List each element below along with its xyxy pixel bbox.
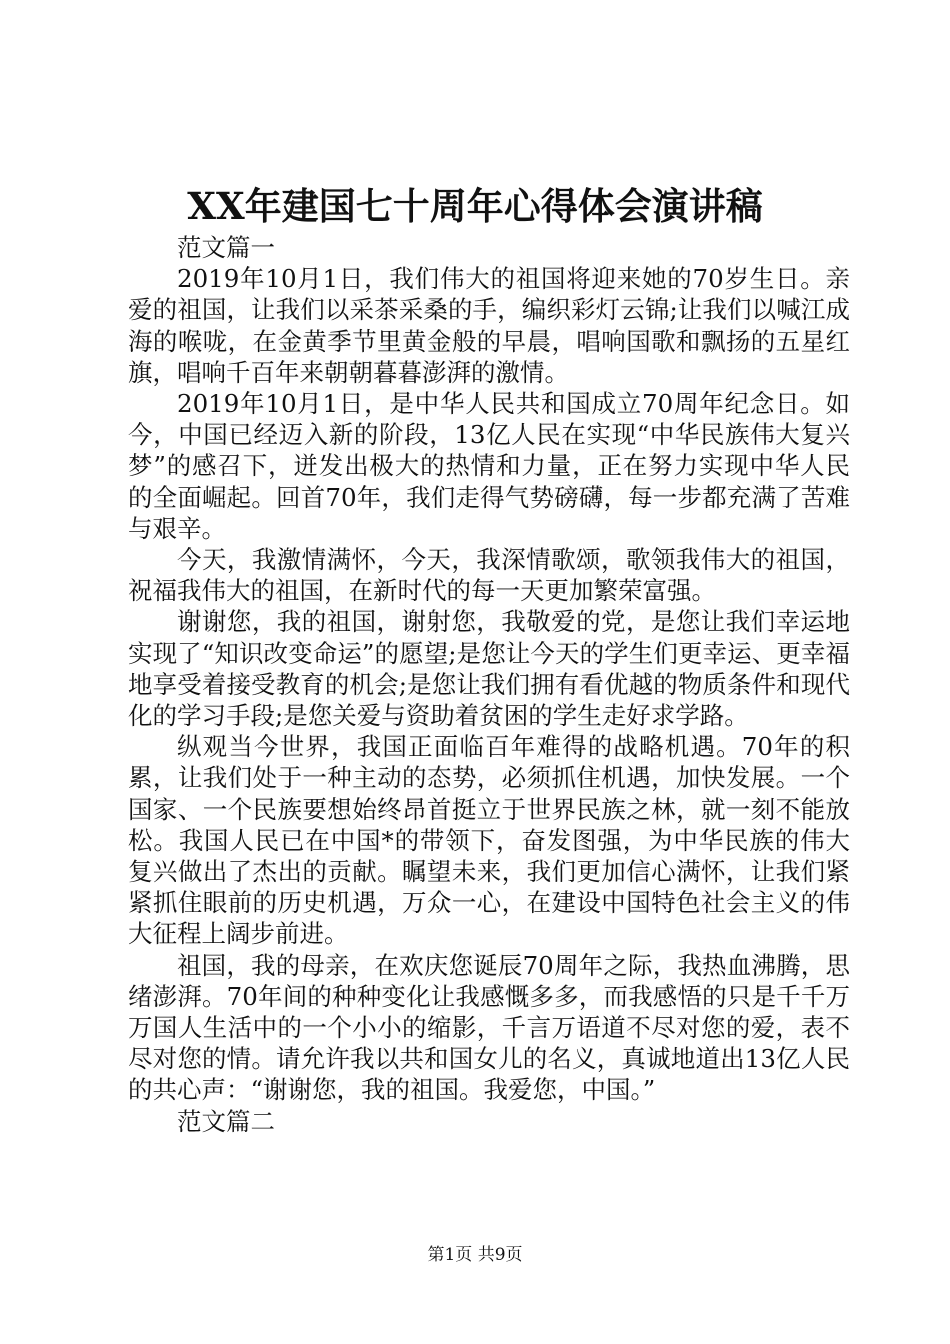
section-heading-2: 范文篇二: [177, 1106, 275, 1136]
section-heading-1: 范文篇一: [177, 233, 275, 262]
document-title: XX年建国七十周年心得体会演讲稿: [187, 184, 763, 228]
paragraph-3: 今天，我激情满怀，今天，我深情歌颂，歌领我伟大的祖国，祝福我伟大的祖国，在新时代的每一天更加繁荣富强。: [128, 545, 850, 606]
paragraph-6: 祖国，我的母亲，在欢庆您诞辰70周年之际，我热血沸腾，思绪澎湃。70年间的种种变化让我感慨多多，而我感悟的只是千千万万国人生活中的一个小小的缩影，千言万语道不尽对您的爱，表不尽对您的情。请允许我以共和国女儿的名义，真诚地道出13亿人民的共心声：“谢谢您，我的祖国。我爱您，中国。”: [128, 950, 850, 1105]
paragraph-1: 2019年10月1日，我们伟大的祖国将迎来她的70岁生日。亲爱的祖国，让我们以采茶采桑的手，编织彩灯云锦;让我们以喊江成海的喉咙，在金黄季节里黄金般的早晨，唱响国歌和飘扬的五星红旗，唱响千百年来朝朝暮暮澎湃的激情。: [128, 264, 850, 387]
paragraph-4: 谢谢您，我的祖国，谢射您，我敬爱的党，是您让我们幸运地实现了“知识改变命运”的愿望;是您让今天的学生们更幸运、更幸福地享受着接受教育的机会;是您让我们拥有看优越的物质条件和现代化的学习手段;是您关爱与资助着贫困的学生走好求学路。: [128, 607, 850, 731]
page-number-footer: 第1页 共9页: [427, 1245, 523, 1265]
paragraph-5: 纵观当今世界，我国正面临百年难得的战略机遇。70年的积累，让我们处于一种主动的态势，必须抓住机遇，加快发展。一个国家、一个民族要想始终昂首挺立于世界民族之林，就一刻不能放松。我国人民已在中国*的带领下，奋发图强，为中华民族的伟大复兴做出了杰出的贡献。瞩望未来，我们更加信心满怀，让我们紧紧抓住眼前的历史机遇，万众一心，在建设中国特色社会主义的伟大征程上阔步前进。: [128, 732, 850, 949]
paragraph-2: 2019年10月1日，是中华人民共和国成立70周年纪念日。如今，中国已经迈入新的阶段，13亿人民在实现“中华民族伟大复兴梦”的感召下，迸发出极大的热情和力量，正在努力实现中华人民的全面崛起。回首70年，我们走得气势磅礴，每一步都充满了苦难与艰辛。: [128, 389, 850, 543]
document-body: [128, 232, 850, 1137]
